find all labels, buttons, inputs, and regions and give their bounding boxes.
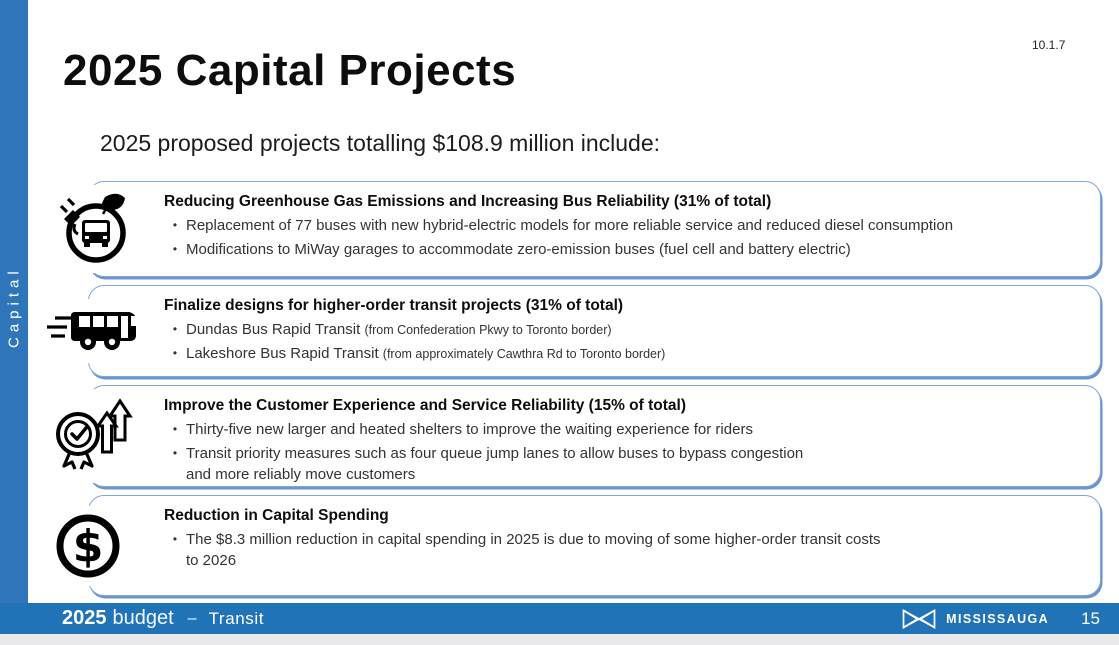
card-capital-spending-reduction — [72, 495, 1101, 596]
project-cards — [72, 181, 1101, 596]
bullet-marker: • — [172, 242, 178, 256]
bullet-text: Modifications to MiWay garages to accommodate zero-emission buses (fuel cell and battery electric) — [186, 241, 851, 258]
bullet-item — [164, 529, 1086, 571]
bullet-marker: • — [172, 322, 178, 336]
bullet-text: Thirty-five new larger and heated shelters to improve the waiting experience for riders — [186, 421, 753, 438]
page-title: 2025 Capital Projects — [63, 46, 517, 95]
mississauga-logo-icon — [901, 608, 937, 630]
bullet-note: (from Confederation Pkwy to Toronto border) — [364, 323, 612, 337]
footer-right — [901, 608, 1100, 630]
card-title: Reducing Greenhouse Gas Emissions and Increasing Bus Reliability (31% of total) — [164, 193, 772, 210]
bullet-item — [164, 215, 1086, 236]
card-title: Improve the Customer Experience and Service Reliability (15% of total) — [164, 397, 686, 414]
card-title: Finalize designs for higher-order transit projects (31% of total) — [164, 297, 624, 314]
bullet-note: (from approximately Cawthra Rd to Toronto border) — [382, 347, 666, 361]
bullet-text: Dundas Bus Rapid Transit (from Confederation Pkwy to Toronto border) — [186, 321, 612, 338]
footer-separator: – — [187, 609, 197, 627]
bottom-strip — [0, 634, 1119, 645]
bullet-text: The $8.3 million reduction in capital spending in 2025 is due to moving of some higher-order transit costs to 2026 — [186, 531, 881, 569]
mississauga-wordmark: MISSISSAUGA — [946, 611, 1050, 626]
badge-check-arrows-icon — [43, 389, 138, 483]
footer-year: 2025 — [62, 607, 107, 629]
bullet-item — [164, 419, 1086, 440]
page-subtitle: 2025 proposed projects totalling $108.9 million include: — [100, 130, 661, 156]
bullet-text: Lakeshore Bus Rapid Transit (from approximately Cawthra Rd to Toronto border) — [186, 345, 666, 362]
moving-bus-icon — [37, 299, 149, 363]
footer-section: Transit — [208, 608, 265, 628]
bullet-item — [164, 443, 1086, 485]
sidebar-label: Capital — [5, 266, 23, 349]
card-title: Reduction in Capital Spending — [164, 507, 389, 524]
dollar-icon — [49, 506, 127, 586]
bullet-item — [164, 343, 1086, 364]
bullet-item — [164, 319, 1086, 340]
bullet-marker: • — [172, 422, 178, 436]
bullet-text: Transit priority measures such as four queue jump lanes to allow buses to bypass congestion and more reliably move customers — [186, 445, 804, 483]
bullet-marker: • — [172, 532, 178, 546]
electric-bus-icon — [46, 185, 146, 273]
bullet-marker: • — [172, 446, 178, 460]
slide-code: 10.1.7 — [1032, 38, 1066, 52]
card-ghg-emissions — [88, 181, 1101, 277]
bullet-marker: • — [172, 346, 178, 360]
bullet-item — [164, 239, 1086, 260]
page-number: 15 — [1081, 608, 1100, 628]
card-customer-experience — [88, 385, 1101, 487]
footer-bar — [0, 603, 1119, 634]
bullet-text: Replacement of 77 buses with new hybrid-electric models for more reliable service and reduced diesel consumption — [186, 217, 954, 234]
card-higher-order-transit — [88, 285, 1101, 377]
svg-text:$: $ — [72, 520, 104, 572]
bullet-marker: • — [172, 218, 178, 232]
footer-brand: budget — [112, 607, 174, 629]
